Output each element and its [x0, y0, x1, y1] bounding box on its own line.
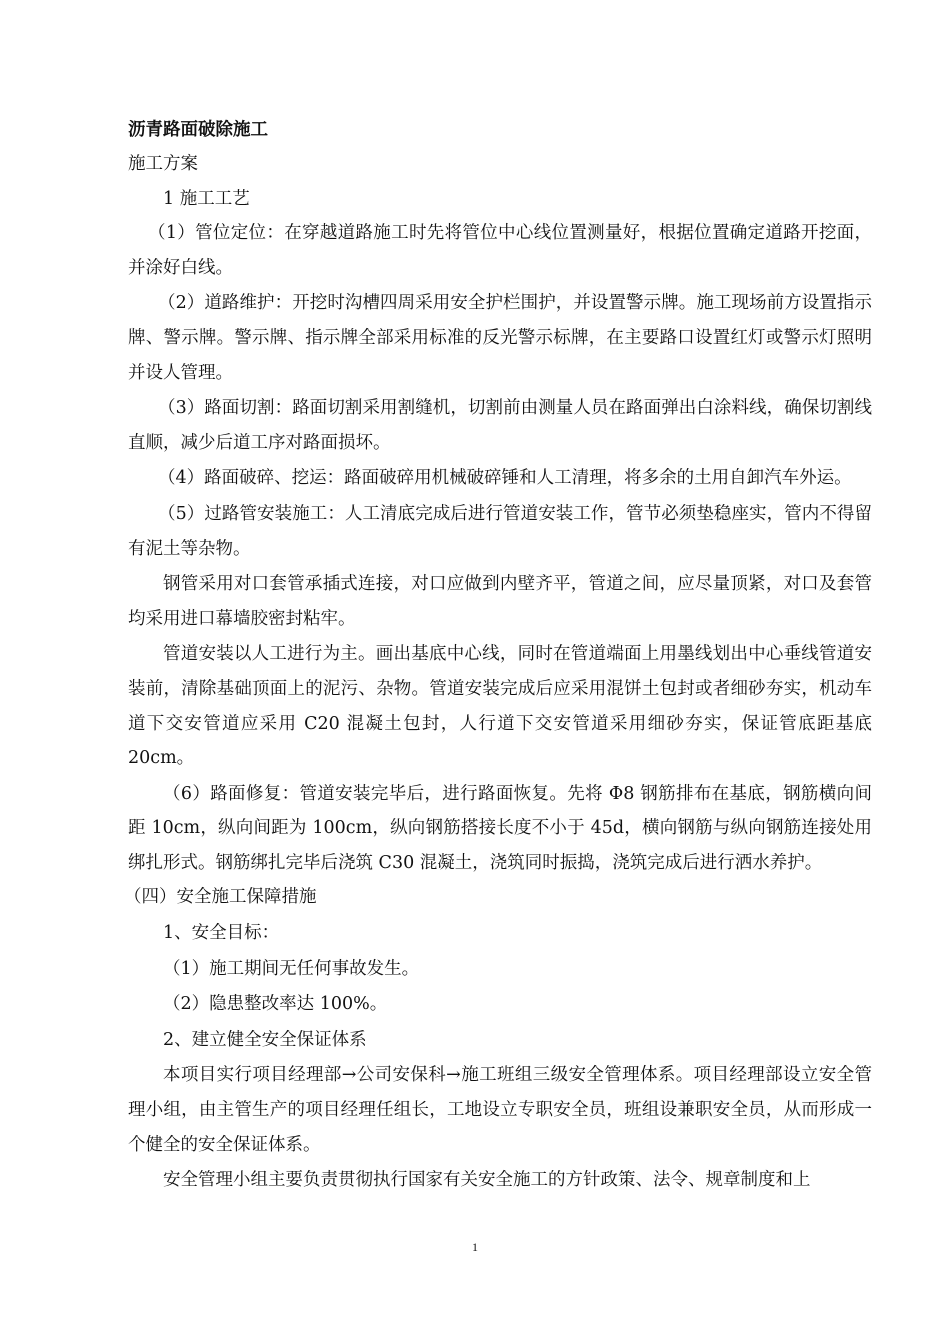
- safety-goal-item-1: （1）施工期间无任何事故发生。: [163, 958, 420, 979]
- paragraph-pavement-cutting: （3）路面切割：路面切割采用割缝机，切割前由测量人员在路面弹出白涂料线，确保切割线直顺，减少后道工序对路面损坏。: [128, 398, 872, 453]
- section-heading-process: 1 施工工艺: [163, 188, 250, 209]
- paragraph-safety-system: 本项目实行项目经理部→公司安保科→施工班组三级安全管理体系。项目经理部设立安全管理小组，由主管生产的项目经理任组长，工地设立专职安全员，班组设兼职安全员，从而形成一个健全的安全保证体系。: [128, 1065, 872, 1155]
- safety-goal-item-2: （2）隐患整改率达 100%。: [163, 994, 388, 1015]
- document-title: 沥青路面破除施工: [128, 120, 268, 140]
- paragraph-pipe-installation: （5）过路管安装施工：人工清底完成后进行管道安装工作，管节必须垫稳座实，管内不得留有泥土等杂物。: [128, 503, 872, 559]
- paragraph-road-maintenance: （2）道路维护：开挖时沟槽四周采用安全护栏围护，并设置警示牌。施工现场前方设置指示牌、警示牌。警示牌、指示牌全部采用标准的反光警示标牌，在主要路口设置红灯或警示灯照明并设人管理。: [128, 293, 872, 383]
- paragraph-safety-group: 安全管理小组主要负责贯彻执行国家有关安全施工的方针政策、法令、规章制度和上: [163, 1170, 811, 1191]
- document-body: [124, 113, 872, 1198]
- paragraph-pipe-positioning: （1）管位定位：在穿越道路施工时先将管位中心线位置测量好，根据位置确定道路开挖面，并涂好白线。: [128, 223, 872, 278]
- paragraph-pipe-installation-details: 管道安装以人工进行为主。画出基底中心线，同时在管道端面上用墨线划出中心垂线管道安装前，清除基础顶面上的泥污、杂物。管道安装完成后应采用混饼土包封或者细砂夯实，机动车道下交安管道应采用 C20 混凝土包封，人行道下交安管道采用细砂夯实，保证管底距基底 20cm。: [128, 644, 872, 769]
- safety-goal-heading: 1、安全目标：: [163, 923, 280, 944]
- page-number: 1: [472, 1240, 478, 1254]
- paragraph-steel-pipe-connection: 钢管采用对口套管承插式连接，对口应做到内壁齐平，管道之间，应尽量顶紧，对口及套管均采用进口幕墙胶密封粘牢。: [128, 574, 872, 629]
- paragraph-crushing-transport: （4）路面破碎、挖运：路面破碎用机械破碎锤和人工清理，将多余的土用自卸汽车外运。: [158, 468, 852, 489]
- safety-system-heading: 2、建立健全安全保证体系: [163, 1029, 367, 1050]
- paragraph-road-repair: （6）路面修复：管道安装完毕后，进行路面恢复。先将 Φ8 钢筋排布在基底，钢筋横向间距 10cm，纵向间距为 100cm，纵向钢筋搭接长度不小于 45d，横向钢筋与纵向钢筋连接处用绑扎形式。钢筋绑扎完毕后浇筑 C30 混凝土，浇筑同时振捣，浇筑完成后进行洒水养护。: [128, 783, 872, 873]
- document-subtitle: 施工方案: [128, 154, 198, 174]
- section-heading-safety: （四）安全施工保障措施: [124, 887, 317, 908]
